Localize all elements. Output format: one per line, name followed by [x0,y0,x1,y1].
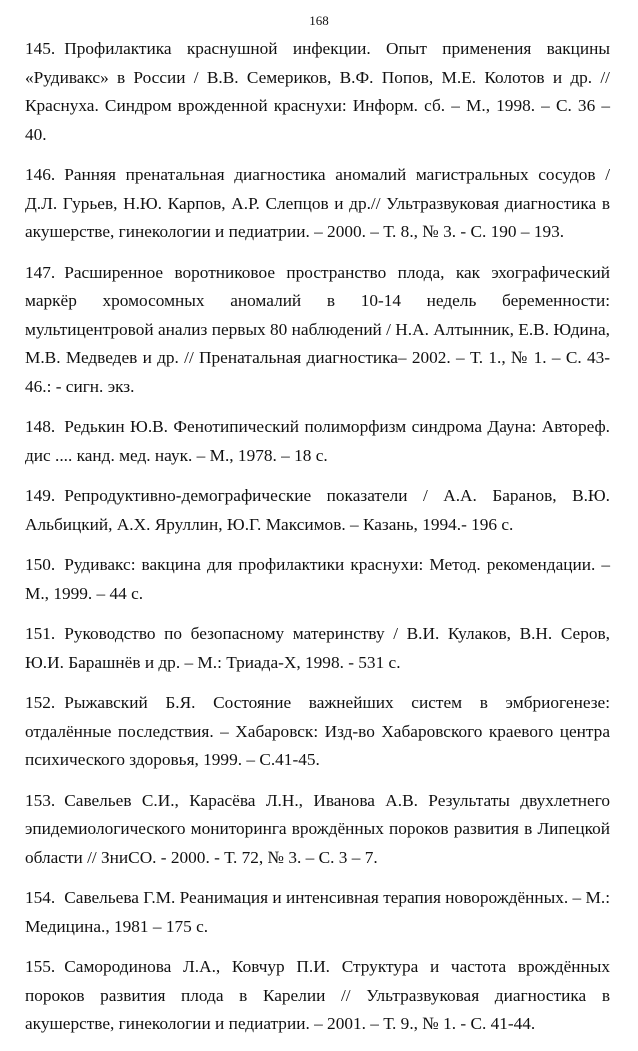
reference-list [25,35,610,1051]
reference-text: Редькин Ю.В. Фенотипический полиморфизм синдрома Дауна: Автореф. дис .... канд. мед. наук. – М., 1978. – 18 с. [25,417,610,465]
reference-number: 152. [25,693,56,712]
reference-text: Репродуктивно-демографические показатели / А.А. Баранов, В.Ю. Альбицкий, А.Х. Яруллин, Ю.Г. Максимов. – Казань, 1994.- 196 с. [25,486,610,534]
reference-number: 145. [25,39,56,58]
reference-item [25,787,610,873]
reference-text: Расширенное воротниковое пространство плода, как эхографический маркёр хромосомных аномалий в 10-14 недель беременности: мультицентровой анализ первых 80 наблюдений / Н.А. Алтынник, Е.В. Юдина, М.В. Медведев и др. // Пренатальная диагностика– 2002. – Т. 1., № 1. – С. 43-46.: - сигн. экз. [25,262,610,396]
reference-item [25,689,610,775]
reference-number: 146. [25,165,56,184]
reference-text: Ранняя пренатальная диагностика аномалий магистральных сосудов / Д.Л. Гурьев, Н.Ю. Карпов, А.Р. Слепцов и др.// Ультразвуковая диагностика в акушерстве, гинекологии и педиатрии. – 2000. – Т. 8., № 3. - С. 190 – 193. [25,165,610,241]
reference-item [25,551,610,608]
reference-number: 147. [25,262,56,282]
reference-number: 149. [25,486,56,505]
reference-number: 154. [25,888,56,907]
reference-number: 150. [25,555,56,574]
reference-item [25,953,610,1039]
reference-item [25,884,610,941]
reference-text: Самородинова Л.А., Ковчур П.И. Структура и частота врождённых пороков развития плода в Карелии // Ультразвуковая диагностика в акушерстве, гинекологии и педиатрии. – 2001. – Т. 9., № 1. - С. 41-44. [25,957,610,1033]
page-number: 168 [309,13,329,28]
reference-item [25,413,610,470]
reference-text: Савельева Г.М. Реанимация и интенсивная терапия новорождённых. – М.: Медицина., 1981 – 175 с. [25,888,610,936]
reference-number: 151. [25,624,56,643]
reference-item [25,35,610,149]
reference-item [25,620,610,677]
reference-number: 155. [25,957,56,976]
reference-text: Рыжавский Б.Я. Состояние важнейших систем в эмбриогенезе: отдалённые последствия. – Хабаровск: Изд-во Хабаровского краевого центра психического здоровья, 1999. – С.41-45. [25,693,610,769]
reference-number: 153. [25,790,56,810]
reference-item [25,259,610,402]
reference-item [25,161,610,247]
reference-text: Руководство по безопасному материнству / В.И. Кулаков, В.Н. Серов, Ю.И. Барашнёв и др. – М.: Триада-Х, 1998. - 531 с. [25,624,610,672]
reference-item [25,482,610,539]
reference-text: Савельев С.И., Карасёва Л.Н., Иванова А.В. Результаты двухлетнего эпидемиологического мониторинга врождённых пороков развития в Липецкой области // ЗниСО. - 2000. - Т. 72, № 3. – С. 3 – 7. [25,790,610,867]
reference-text: Профилактика краснушной инфекции. Опыт применения вакцины «Рудивакс» в России / В.В. Семериков, В.Ф. Попов, М.Е. Колотов и др. // Краснуха. Синдром врожденной краснухи: Информ. сб. – М., 1998. – С. 36 – 40. [25,39,610,144]
reference-number: 148. [25,417,56,436]
reference-text: Рудивакс: вакцина для профилактики краснухи: Метод. рекомендации. – М., 1999. – 44 с. [25,555,610,603]
